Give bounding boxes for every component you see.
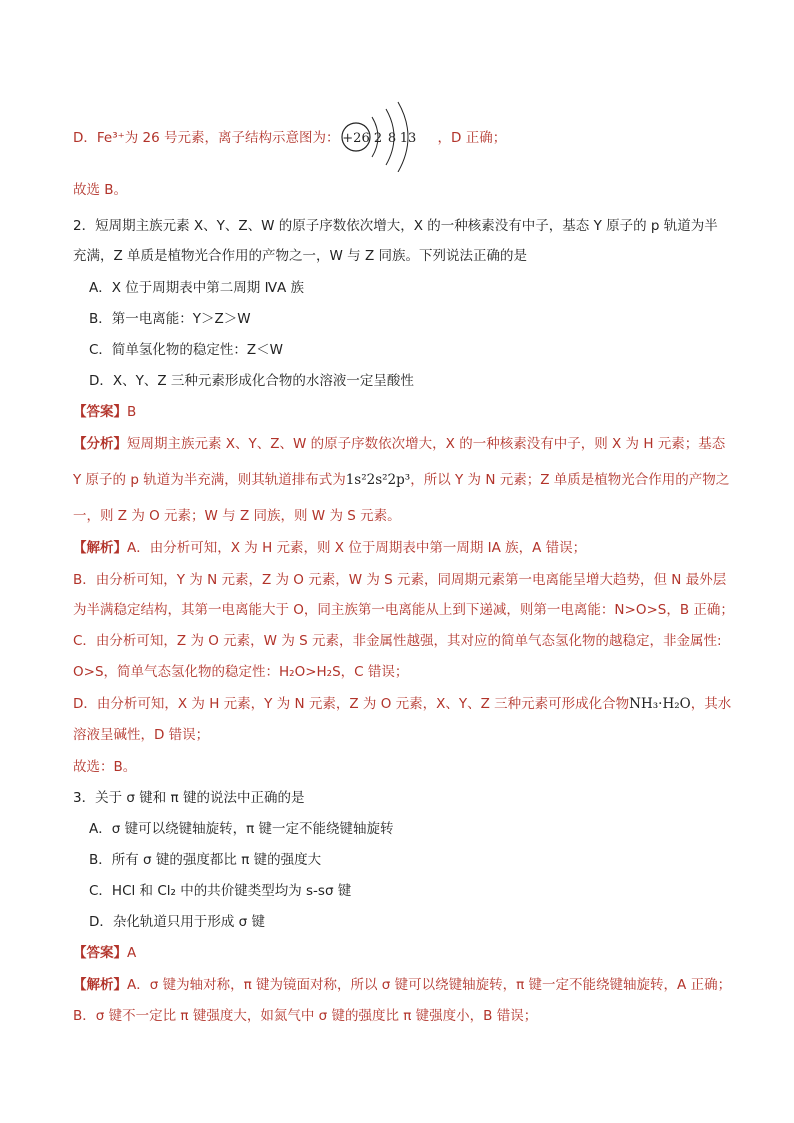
- q2-analysis-line1: [73, 434, 725, 454]
- q3-answer: A: [127, 945, 137, 961]
- q2-explain-c2: O>S，简单气态氢化物的稳定性：H₂O>H₂S，C 错误；: [73, 664, 409, 680]
- q2-answer-line: [73, 402, 136, 422]
- q1-conclusion: 故选 B。: [73, 182, 128, 198]
- ion-structure-diagram: [336, 92, 432, 172]
- shell-electrons-1: 2: [373, 131, 383, 146]
- q2-analysis-text2a: Y 原子的 p 轨道为半充满，则其轨道排布式为: [73, 472, 346, 488]
- q3-explain-a-line: [73, 975, 731, 995]
- q3-explain-tag: 【解析】: [73, 977, 127, 993]
- q3-answer-line: [73, 943, 136, 963]
- nucleus-charge: +26: [342, 131, 370, 146]
- q2-analysis-line3: 一，则 Z 为 O 元素；W 与 Z 同族，则 W 为 S 元素。: [73, 508, 401, 524]
- q2-option-d: D．X、Y、Z 三种元素形成化合物的水溶液一定呈酸性: [89, 373, 414, 389]
- q3-option-a: A．σ 键可以绕键轴旋转，π 键一定不能绕键轴旋转: [89, 821, 394, 837]
- d-option-line: [73, 128, 506, 148]
- q2-option-a: A．X 位于周期表中第二周期 ⅣA 族: [89, 280, 305, 296]
- d-option-suffix: ，D 正确；: [437, 130, 507, 146]
- q2-explain-b1: B．由分析可知，Y 为 N 元素，Z 为 O 元素，W 为 S 元素，同周期元素第一电离能呈增大趋势，但 N 最外层: [73, 572, 727, 588]
- q2-option-c: C．简单氢化物的稳定性：Z＜W: [89, 342, 284, 358]
- q2-explain-c1: C．由分析可知，Z 为 O 元素，W 为 S 元素，非金属性越强，其对应的简单气态氢化物的越稳定，非金属性:: [73, 633, 722, 649]
- q2-explain-d1a: D．由分析可知，X 为 H 元素，Y 为 N 元素，Z 为 O 元素，X、Y、Z 三种元素可形成化合物: [73, 696, 630, 712]
- q3-stem: 3．关于 σ 键和 π 键的说法中正确的是: [73, 790, 305, 806]
- compound-formula: NH₃·H₂O: [629, 696, 691, 712]
- q3-answer-tag: 【答案】: [73, 945, 127, 961]
- q2-stem-line1: 2．短周期主族元素 X、Y、Z、W 的原子序数依次增大，X 的一种核素没有中子，基态 Y 原子的 p 轨道为半: [73, 218, 718, 234]
- q3-option-d: D．杂化轨道只用于形成 σ 键: [89, 914, 266, 930]
- shell-electrons-2: 8: [387, 131, 397, 146]
- q2-analysis-text1: 短周期主族元素 X、Y、Z、W 的原子序数依次增大，X 的一种核素没有中子，则 X 为 H 元素；基态: [127, 436, 726, 452]
- q2-option-b: B．第一电离能：Y＞Z＞W: [89, 311, 251, 327]
- d-option-prefix: D．Fe³⁺为 26 号元素，离子结构示意图为：: [73, 130, 340, 146]
- q3-option-b: B．所有 σ 键的强度都比 π 键的强度大: [89, 852, 322, 868]
- q2-explain-d2: 溶液呈碱性，D 错误；: [73, 727, 210, 743]
- q2-explain-a-line: [73, 538, 586, 558]
- q2-analysis-tag: 【分析】: [73, 436, 127, 452]
- q2-explain-d1: [73, 694, 731, 714]
- q2-explain-tag: 【解析】: [73, 540, 127, 556]
- orbital-configuration: 1s²2s²2p³: [345, 472, 411, 488]
- q3-option-c: C．HCl 和 Cl₂ 中的共价键类型均为 s-sσ 键: [89, 883, 352, 899]
- q2-explain-b2: 为半满稳定结构，其第一电离能大于 O，同主族第一电离能从上到下递减，则第一电离能：N>O>S，B 正确；: [73, 602, 734, 618]
- q2-stem-line2: 充满，Z 单质是植物光合作用的产物之一，W 与 Z 同族。下列说法正确的是: [73, 248, 528, 264]
- q2-explain-a: A．由分析可知，X 为 H 元素，则 X 位于周期表中第一周期 ⅠA 族，A 错误；: [127, 540, 587, 556]
- q2-conclusion: 故选：B。: [73, 759, 137, 775]
- shell-electrons-3: 13: [399, 131, 417, 146]
- q2-answer-tag: 【答案】: [73, 404, 127, 420]
- q2-explain-d1b: ，其水: [690, 696, 732, 712]
- q3-explain-a: A．σ 键为轴对称，π 键为镜面对称，所以 σ 键可以绕键轴旋转，π 键一定不能绕键轴旋转，A 正确；: [127, 977, 732, 993]
- q2-analysis-text2b: ，所以 Y 为 N 元素；Z 单质是植物光合作用的产物之: [410, 472, 730, 488]
- q3-explain-b: B．σ 键不一定比 π 键强度大，如氮气中 σ 键的强度比 π 键强度小，B 错误；: [73, 1008, 538, 1024]
- q2-analysis-line2: [73, 470, 729, 490]
- q2-answer: B: [127, 404, 137, 420]
